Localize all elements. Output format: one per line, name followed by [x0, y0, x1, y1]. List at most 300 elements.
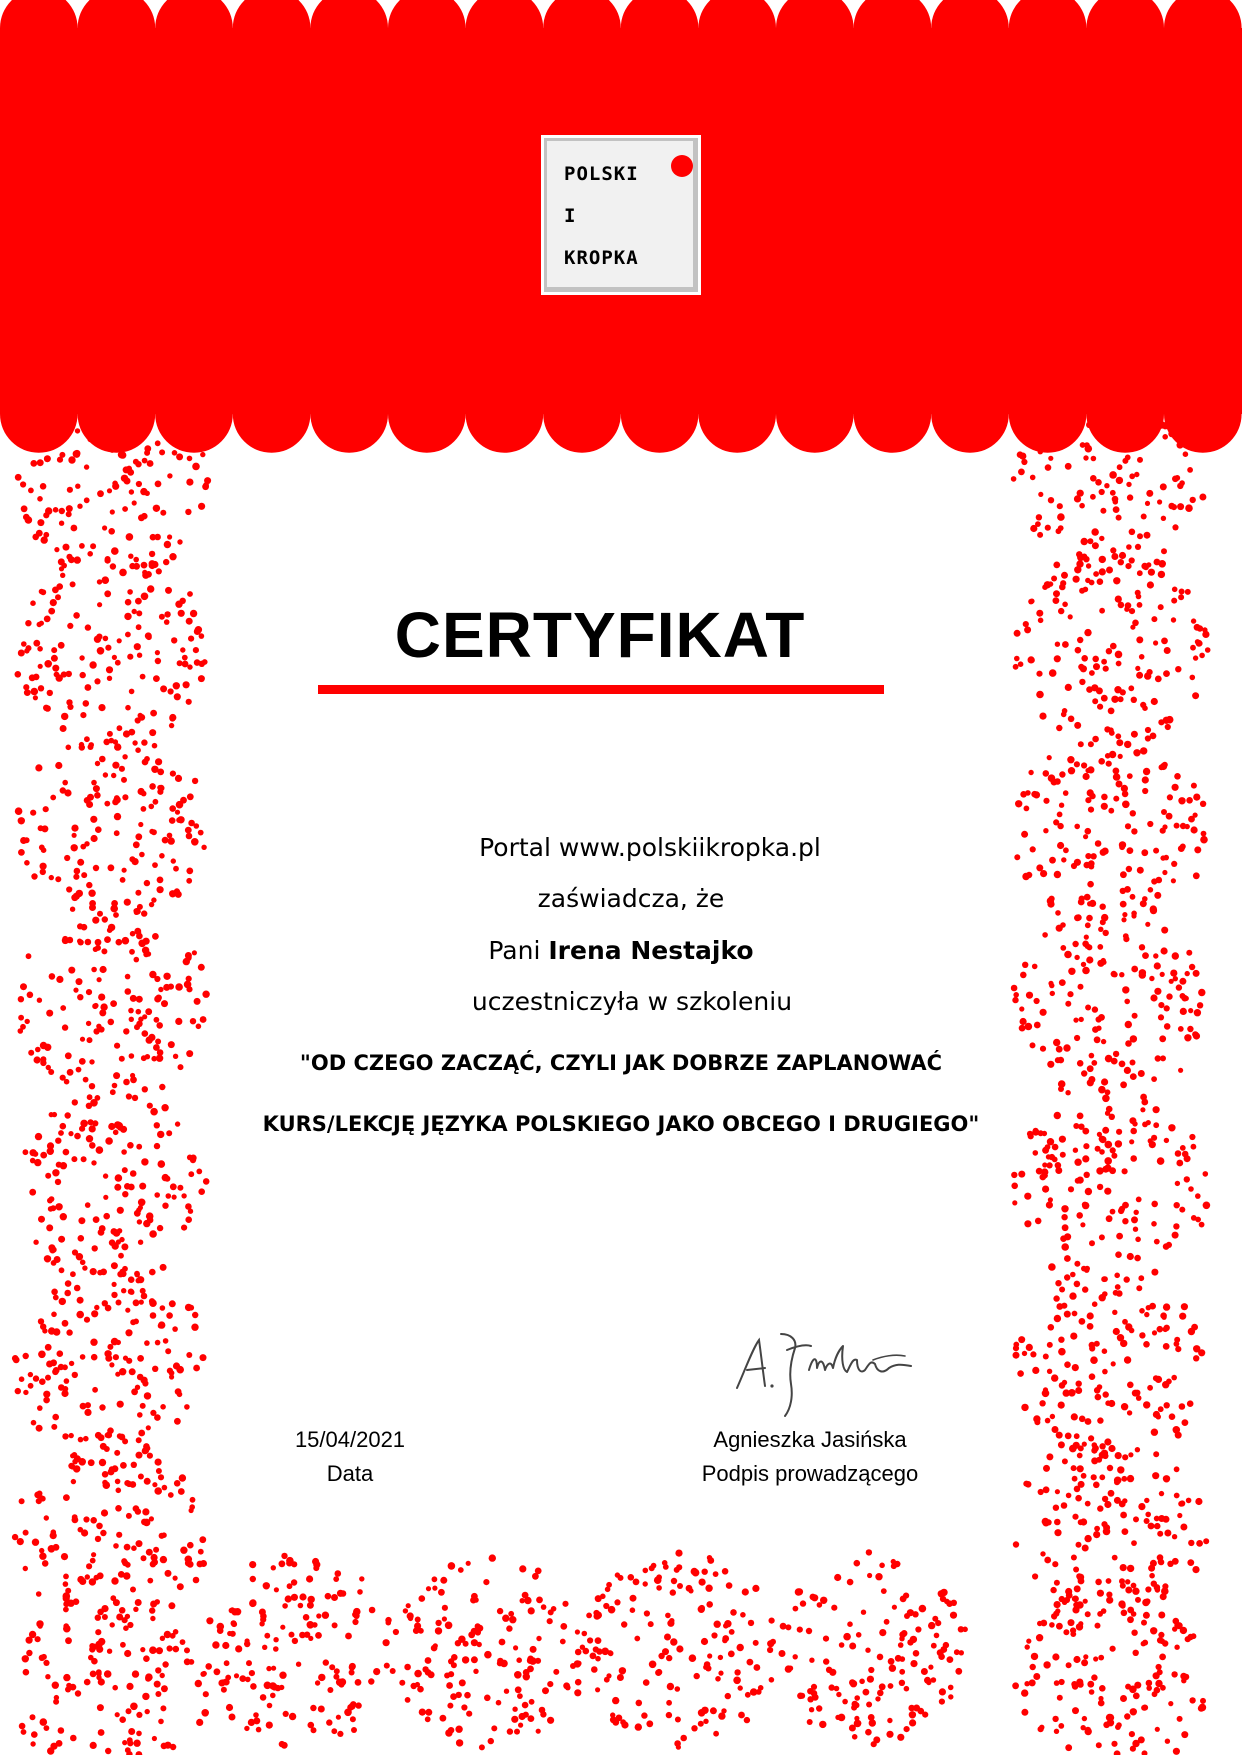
red-dot: [136, 481, 142, 487]
red-dot: [127, 1142, 134, 1149]
red-dot: [62, 1320, 69, 1327]
red-dot: [91, 1160, 96, 1165]
red-dot: [1115, 1284, 1121, 1290]
red-dot: [1137, 867, 1144, 874]
red-dot: [37, 459, 44, 466]
red-dot: [1078, 1519, 1084, 1525]
red-dot: [1051, 427, 1056, 432]
red-dot: [1116, 781, 1123, 788]
red-dot: [151, 1559, 158, 1566]
red-dot: [52, 587, 59, 594]
red-dot: [1069, 1445, 1077, 1453]
red-dot: [713, 1571, 719, 1577]
red-dot: [1018, 1171, 1025, 1178]
red-dot: [867, 1573, 872, 1578]
red-dot: [1033, 1150, 1039, 1156]
red-dot: [508, 1611, 514, 1617]
red-dot: [1077, 1453, 1083, 1459]
red-dot: [1175, 1150, 1182, 1157]
red-dot: [1089, 1342, 1096, 1349]
red-dot: [130, 1587, 136, 1593]
red-dot: [200, 1016, 207, 1023]
red-dot: [666, 1655, 672, 1661]
red-dot: [357, 1589, 363, 1595]
red-dot: [1105, 753, 1111, 759]
red-dot: [186, 618, 193, 625]
red-dot: [562, 1601, 568, 1607]
red-dot: [842, 1699, 848, 1705]
red-dot: [919, 1605, 927, 1613]
red-dot: [1188, 1540, 1194, 1546]
red-dot: [565, 1685, 571, 1691]
red-dot: [132, 609, 137, 614]
red-dot: [28, 488, 34, 494]
red-dot: [1177, 503, 1184, 510]
red-dot: [706, 1601, 713, 1608]
red-dot: [156, 568, 162, 574]
red-dot: [701, 1707, 708, 1714]
red-dot: [1053, 1039, 1060, 1046]
red-dot: [1203, 1171, 1209, 1177]
red-dot: [426, 1586, 431, 1591]
red-dot: [671, 1578, 677, 1584]
red-dot: [1083, 773, 1090, 780]
red-dot: [199, 1536, 206, 1543]
red-dot: [169, 553, 176, 560]
red-dot: [1070, 1631, 1076, 1637]
red-dot: [1072, 1364, 1079, 1371]
red-dot: [29, 1189, 36, 1196]
red-dot: [15, 807, 23, 815]
red-dot: [38, 1495, 44, 1501]
red-dot: [1052, 1426, 1059, 1433]
red-dot: [722, 1638, 728, 1644]
red-dot: [135, 1508, 141, 1514]
red-dot: [1120, 1695, 1127, 1702]
red-dot: [530, 1646, 537, 1653]
red-dot: [1129, 473, 1135, 479]
red-dot: [809, 1707, 814, 1712]
red-dot: [710, 1707, 717, 1714]
red-dot: [126, 1481, 132, 1487]
red-dot: [163, 973, 170, 980]
red-dot: [1101, 1521, 1107, 1527]
red-dot: [1073, 576, 1080, 583]
red-dot: [194, 628, 201, 635]
red-dot: [1011, 1183, 1018, 1190]
red-dot: [368, 1678, 374, 1684]
red-dot: [21, 1729, 27, 1735]
red-dot: [1074, 1585, 1081, 1592]
red-dot: [512, 1707, 517, 1712]
red-dot: [1085, 1188, 1092, 1195]
red-dot: [1131, 1630, 1137, 1636]
red-dot: [1158, 421, 1166, 429]
red-dot: [1071, 1555, 1077, 1561]
red-dot: [85, 624, 91, 630]
red-dot: [91, 1310, 98, 1317]
red-dot: [586, 1613, 592, 1619]
red-dot: [56, 976, 63, 983]
red-dot: [1034, 1022, 1041, 1029]
red-dot: [1110, 1646, 1116, 1652]
red-dot: [1195, 1498, 1202, 1505]
red-dot: [128, 1276, 135, 1283]
red-dot: [793, 1654, 798, 1659]
red-dot: [1202, 631, 1209, 638]
red-dot: [948, 1685, 954, 1691]
red-dot: [1163, 670, 1170, 677]
red-dot: [165, 1348, 171, 1354]
red-dot: [1095, 479, 1102, 486]
red-dot: [1173, 1223, 1179, 1229]
red-dot: [1139, 1332, 1145, 1338]
red-dot: [23, 1530, 29, 1536]
red-dot: [1061, 1205, 1068, 1212]
red-dot: [1117, 1466, 1124, 1473]
red-dot: [820, 1597, 827, 1604]
red-dot: [1173, 1618, 1180, 1625]
red-dot: [82, 1265, 87, 1270]
red-dot: [1137, 570, 1143, 576]
red-dot: [1114, 1477, 1122, 1485]
red-dot: [334, 1668, 340, 1674]
red-dot: [23, 1353, 29, 1359]
red-dot: [1085, 768, 1090, 773]
red-dot: [141, 593, 149, 601]
red-dot: [179, 1474, 186, 1481]
red-dot: [1162, 762, 1168, 768]
red-dot: [1073, 1656, 1080, 1663]
red-dot: [1098, 758, 1105, 765]
red-dot: [127, 1740, 133, 1746]
red-dot: [313, 1565, 319, 1571]
red-dot: [30, 600, 36, 606]
red-dot: [117, 1207, 124, 1214]
red-dot: [595, 1687, 600, 1692]
red-dot: [72, 1099, 78, 1105]
red-dot: [1097, 1384, 1103, 1390]
dot-circle: [1012, 1583, 1206, 1755]
red-dot: [95, 1615, 101, 1621]
red-dot: [1178, 1026, 1184, 1032]
red-dot: [1101, 1608, 1107, 1614]
red-dot: [51, 647, 57, 653]
red-dot: [889, 1665, 896, 1672]
red-dot: [849, 1679, 856, 1686]
red-dot: [1110, 490, 1116, 496]
red-dot: [48, 1206, 54, 1212]
red-dot: [1136, 672, 1143, 679]
red-dot: [167, 417, 174, 424]
red-dot: [1124, 1276, 1130, 1282]
red-dot: [167, 534, 172, 539]
red-dot: [201, 1709, 209, 1717]
red-dot: [13, 1357, 20, 1364]
red-dot: [1141, 1641, 1146, 1646]
red-dot: [1188, 1186, 1194, 1192]
red-dot: [142, 1086, 148, 1092]
red-dot: [271, 1666, 276, 1671]
red-dot: [110, 1622, 115, 1627]
red-dot: [132, 1095, 138, 1101]
red-dot: [1098, 1700, 1105, 1707]
red-dot: [48, 1244, 55, 1251]
red-dot: [900, 1596, 907, 1603]
red-dot: [51, 1424, 57, 1430]
red-dot: [1095, 1394, 1102, 1401]
red-dot: [67, 487, 73, 493]
red-dot: [1106, 1592, 1112, 1598]
red-dot: [1098, 1014, 1105, 1021]
red-dot: [702, 1569, 708, 1575]
red-dot: [65, 1588, 71, 1594]
red-dot: [1190, 675, 1196, 681]
red-dot: [281, 1553, 287, 1559]
red-dot: [466, 1711, 472, 1717]
red-dot: [71, 525, 78, 532]
red-dot: [1158, 1559, 1164, 1565]
red-dot: [64, 1290, 71, 1297]
red-dot: [41, 432, 48, 439]
red-dot: [1099, 1149, 1105, 1155]
red-dot: [1097, 578, 1104, 585]
red-dot: [1052, 1144, 1059, 1151]
red-dot: [141, 739, 147, 745]
red-dot: [1137, 602, 1143, 608]
red-dot: [1102, 1453, 1108, 1459]
red-dot: [29, 1149, 36, 1156]
red-dot: [726, 1582, 733, 1589]
red-dot: [98, 704, 105, 711]
red-dot: [415, 1617, 421, 1623]
red-dot: [1061, 572, 1068, 579]
red-dot: [1171, 617, 1176, 622]
red-dot: [130, 931, 136, 937]
banner-scallop: [931, 375, 1009, 453]
red-dot: [23, 684, 29, 690]
red-dot: [649, 1565, 655, 1571]
red-dot: [134, 430, 141, 437]
red-dot: [1156, 1664, 1162, 1670]
red-dot: [1032, 1367, 1039, 1374]
red-dot: [110, 509, 115, 514]
red-dot: [167, 473, 172, 478]
red-dot: [164, 619, 170, 625]
red-dot: [1116, 661, 1122, 667]
red-dot: [440, 1715, 447, 1722]
red-dot: [79, 744, 85, 750]
red-dot: [1169, 1413, 1176, 1420]
red-dot: [1150, 733, 1157, 740]
red-dot: [931, 1677, 937, 1683]
red-dot: [174, 693, 181, 700]
red-dot: [1059, 1596, 1065, 1602]
red-dot: [136, 930, 141, 935]
red-dot: [60, 725, 67, 732]
red-dot: [849, 1643, 856, 1650]
red-dot: [147, 1578, 153, 1584]
red-dot: [266, 1666, 271, 1671]
red-dot: [154, 976, 160, 982]
red-dot: [58, 642, 65, 649]
red-dot: [1168, 503, 1175, 510]
red-dot: [192, 778, 198, 784]
red-dot: [1144, 532, 1151, 539]
red-dot: [44, 660, 52, 668]
red-dot: [865, 1729, 872, 1736]
red-dot: [23, 1149, 29, 1155]
red-dot: [310, 1705, 316, 1711]
banner-scallop: [621, 375, 699, 453]
red-dot: [281, 1742, 288, 1749]
red-dot: [332, 1622, 338, 1628]
red-dot: [580, 1645, 585, 1650]
red-dot: [57, 457, 63, 463]
red-dot: [111, 1292, 117, 1298]
red-dot: [461, 1704, 467, 1710]
red-dot: [1042, 932, 1048, 938]
red-dot: [21, 505, 28, 512]
red-dot: [87, 436, 93, 442]
red-dot: [1101, 695, 1108, 702]
red-dot: [1139, 969, 1146, 976]
dot-circle: [19, 1595, 209, 1755]
red-dot: [129, 1368, 136, 1375]
red-dot: [177, 1185, 183, 1191]
red-dot: [1146, 1305, 1151, 1310]
red-dot: [1162, 1381, 1169, 1388]
red-dot: [1104, 1157, 1112, 1165]
red-dot: [96, 1671, 102, 1677]
red-dot: [116, 1532, 122, 1538]
red-dot: [1074, 761, 1080, 767]
red-dot: [249, 1599, 256, 1606]
dot-circle: [1013, 552, 1211, 748]
red-dot: [115, 1174, 123, 1182]
red-dot: [116, 1239, 121, 1244]
red-dot: [55, 876, 61, 882]
red-dot: [77, 923, 83, 929]
red-dot: [1048, 456, 1053, 461]
red-dot: [1143, 1612, 1150, 1619]
red-dot: [109, 1362, 114, 1367]
red-dot: [1038, 449, 1044, 455]
red-dot: [259, 1609, 266, 1616]
red-dot: [780, 1623, 787, 1630]
red-dot: [940, 1596, 946, 1602]
red-dot: [1074, 1281, 1081, 1288]
red-dot: [1199, 1222, 1205, 1228]
red-dot: [691, 1568, 698, 1575]
red-dot: [164, 541, 171, 548]
red-dot: [40, 1718, 48, 1726]
red-dot: [1068, 767, 1075, 774]
red-dot: [1150, 1627, 1157, 1634]
red-dot: [46, 1224, 53, 1231]
red-dot: [229, 1714, 236, 1721]
red-dot: [664, 1634, 671, 1641]
red-dot: [1087, 1079, 1094, 1086]
red-dot: [156, 1468, 162, 1474]
red-dot: [1154, 1239, 1160, 1245]
red-dot: [1140, 702, 1146, 708]
red-dot: [1162, 434, 1168, 440]
red-dot: [128, 554, 133, 559]
red-dot: [1138, 1736, 1145, 1743]
red-dot: [1019, 453, 1026, 460]
red-dot: [44, 616, 51, 623]
red-dot: [1064, 1255, 1071, 1262]
red-dot: [177, 660, 183, 666]
red-dot: [39, 589, 45, 595]
red-dot: [1188, 1328, 1195, 1335]
red-dot: [728, 1651, 735, 1658]
red-dot: [48, 1545, 56, 1553]
red-dot: [150, 710, 157, 717]
red-dot: [60, 1162, 67, 1169]
red-dot: [614, 1599, 620, 1605]
red-dot: [1078, 1445, 1084, 1451]
red-dot: [256, 1727, 262, 1733]
red-dot: [1174, 1202, 1180, 1208]
red-dot: [1054, 1315, 1061, 1322]
red-dot: [162, 1485, 168, 1491]
red-dot: [1030, 475, 1036, 481]
red-dot: [1147, 821, 1153, 827]
red-dot: [280, 1625, 285, 1630]
red-dot: [112, 483, 119, 490]
red-dot: [1184, 1176, 1190, 1182]
red-dot: [432, 1576, 438, 1582]
red-dot: [1191, 783, 1197, 789]
red-dot: [1143, 768, 1150, 775]
red-dot: [151, 561, 158, 568]
red-dot: [1130, 810, 1136, 816]
red-dot: [187, 1542, 194, 1549]
red-dot: [1146, 490, 1153, 497]
red-dot: [1170, 970, 1177, 977]
red-dot: [1187, 467, 1193, 473]
red-dot: [1033, 791, 1040, 798]
red-dot: [455, 1640, 461, 1646]
red-dot: [196, 1024, 202, 1030]
red-dot: [1144, 1518, 1150, 1524]
red-dot: [157, 769, 164, 776]
red-dot: [168, 1602, 175, 1609]
red-dot: [1191, 618, 1196, 623]
red-dot: [35, 1636, 41, 1642]
red-dot: [1068, 716, 1075, 723]
red-dot: [355, 1702, 361, 1708]
red-dot: [1160, 483, 1167, 490]
red-dot: [19, 1498, 25, 1504]
red-dot: [1188, 435, 1193, 440]
red-dot: [1065, 1433, 1072, 1440]
red-dot: [107, 1344, 113, 1350]
red-dot: [797, 1627, 803, 1633]
red-dot: [1053, 819, 1059, 825]
red-dot: [807, 1696, 813, 1702]
red-dot: [1031, 1653, 1038, 1660]
red-dot: [15, 1388, 21, 1394]
red-dot: [1174, 1341, 1180, 1347]
red-dot: [1122, 801, 1130, 809]
red-dot: [1135, 1237, 1141, 1243]
red-dot: [120, 1642, 126, 1648]
red-dot: [1073, 1018, 1078, 1023]
red-dot: [168, 1041, 175, 1048]
